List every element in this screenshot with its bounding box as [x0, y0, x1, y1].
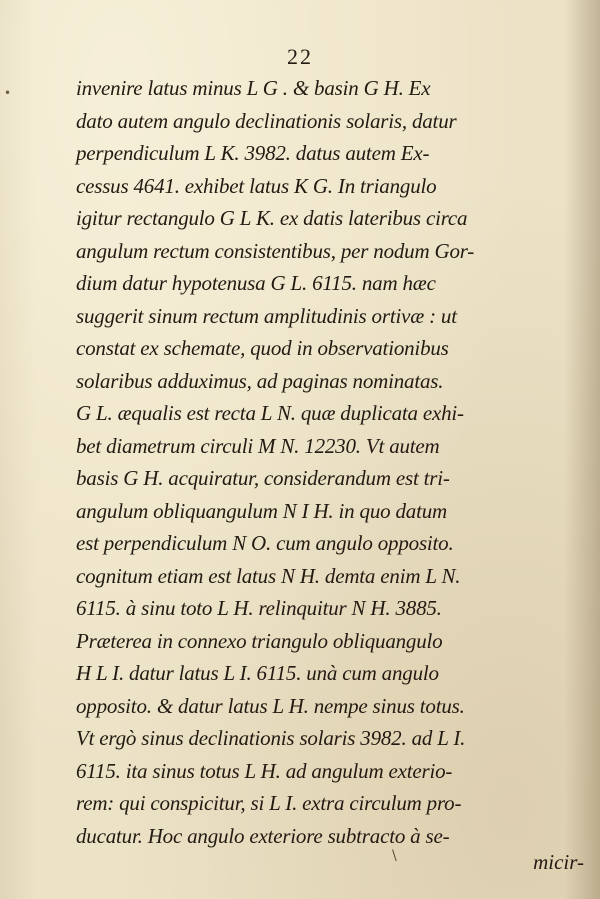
text-line: invenire latus minus L G . & basin G H. Ex [76, 76, 431, 100]
text-line: rem: qui conspicitur, si L I. extra circulum pro- [76, 791, 462, 815]
text-line: Vt ergò sinus declinationis solaris 3982. ad L I. [76, 726, 466, 750]
text-line: constat ex schemate, quod in observationibus [76, 336, 449, 360]
text-line: ducatur. Hoc angulo exteriore subtracto à se- [76, 823, 450, 848]
text-line: igitur rectangulo G L K. ex datis lateribus circa [76, 206, 468, 230]
text-line: Præterea in connexo triangulo obliquangulo [76, 628, 443, 653]
text-line: G L. æqualis est recta L N. quæ duplicata exhi- [76, 401, 464, 425]
page-number: 22 [287, 44, 313, 69]
text-line: H L I. datur latus L I. 6115. unà cum angulo [76, 661, 439, 685]
text-line: dium datur hypotenusa G L. 6115. nam hæc [76, 271, 436, 295]
text-line: cessus 4641. exhibet latus K G. In triangulo [76, 173, 437, 198]
text-line: dato autem angulo declinationis solaris, datur [76, 108, 457, 133]
bottom-mark: \ [392, 848, 397, 864]
body-text [76, 72, 590, 852]
text-line: solaribus adduximus, ad paginas nominatas. [76, 368, 444, 393]
text-line: angulum rectum consistentibus, per nodum Gor- [76, 238, 475, 263]
text-line: perpendiculum L K. 3982. datus autem Ex- [76, 141, 430, 165]
text-line: bet diametrum circuli M N. 12230. Vt autem [76, 433, 440, 458]
catchword: micir- [533, 850, 584, 874]
text-line: basis G H. acquiratur, considerandum est tri- [76, 466, 450, 490]
text-line: opposito. & datur latus L H. nempe sinus totus. [76, 693, 465, 718]
text-line: est perpendiculum N O. cum angulo opposito. [76, 531, 454, 555]
text-line: 6115. à sinu toto L H. relinquitur N H. 3885. [76, 596, 442, 620]
text-line: cognitum etiam est latus N H. demta enim L N. [76, 563, 461, 588]
text-line: 6115. ita sinus totus L H. ad angulum exterio- [76, 758, 453, 783]
text-line: suggerit sinum rectum amplitudinis ortivæ : ut [76, 303, 457, 328]
margin-mark: • [4, 86, 12, 100]
text-line: angulum obliquangulum N I H. in quo datum [76, 498, 447, 523]
